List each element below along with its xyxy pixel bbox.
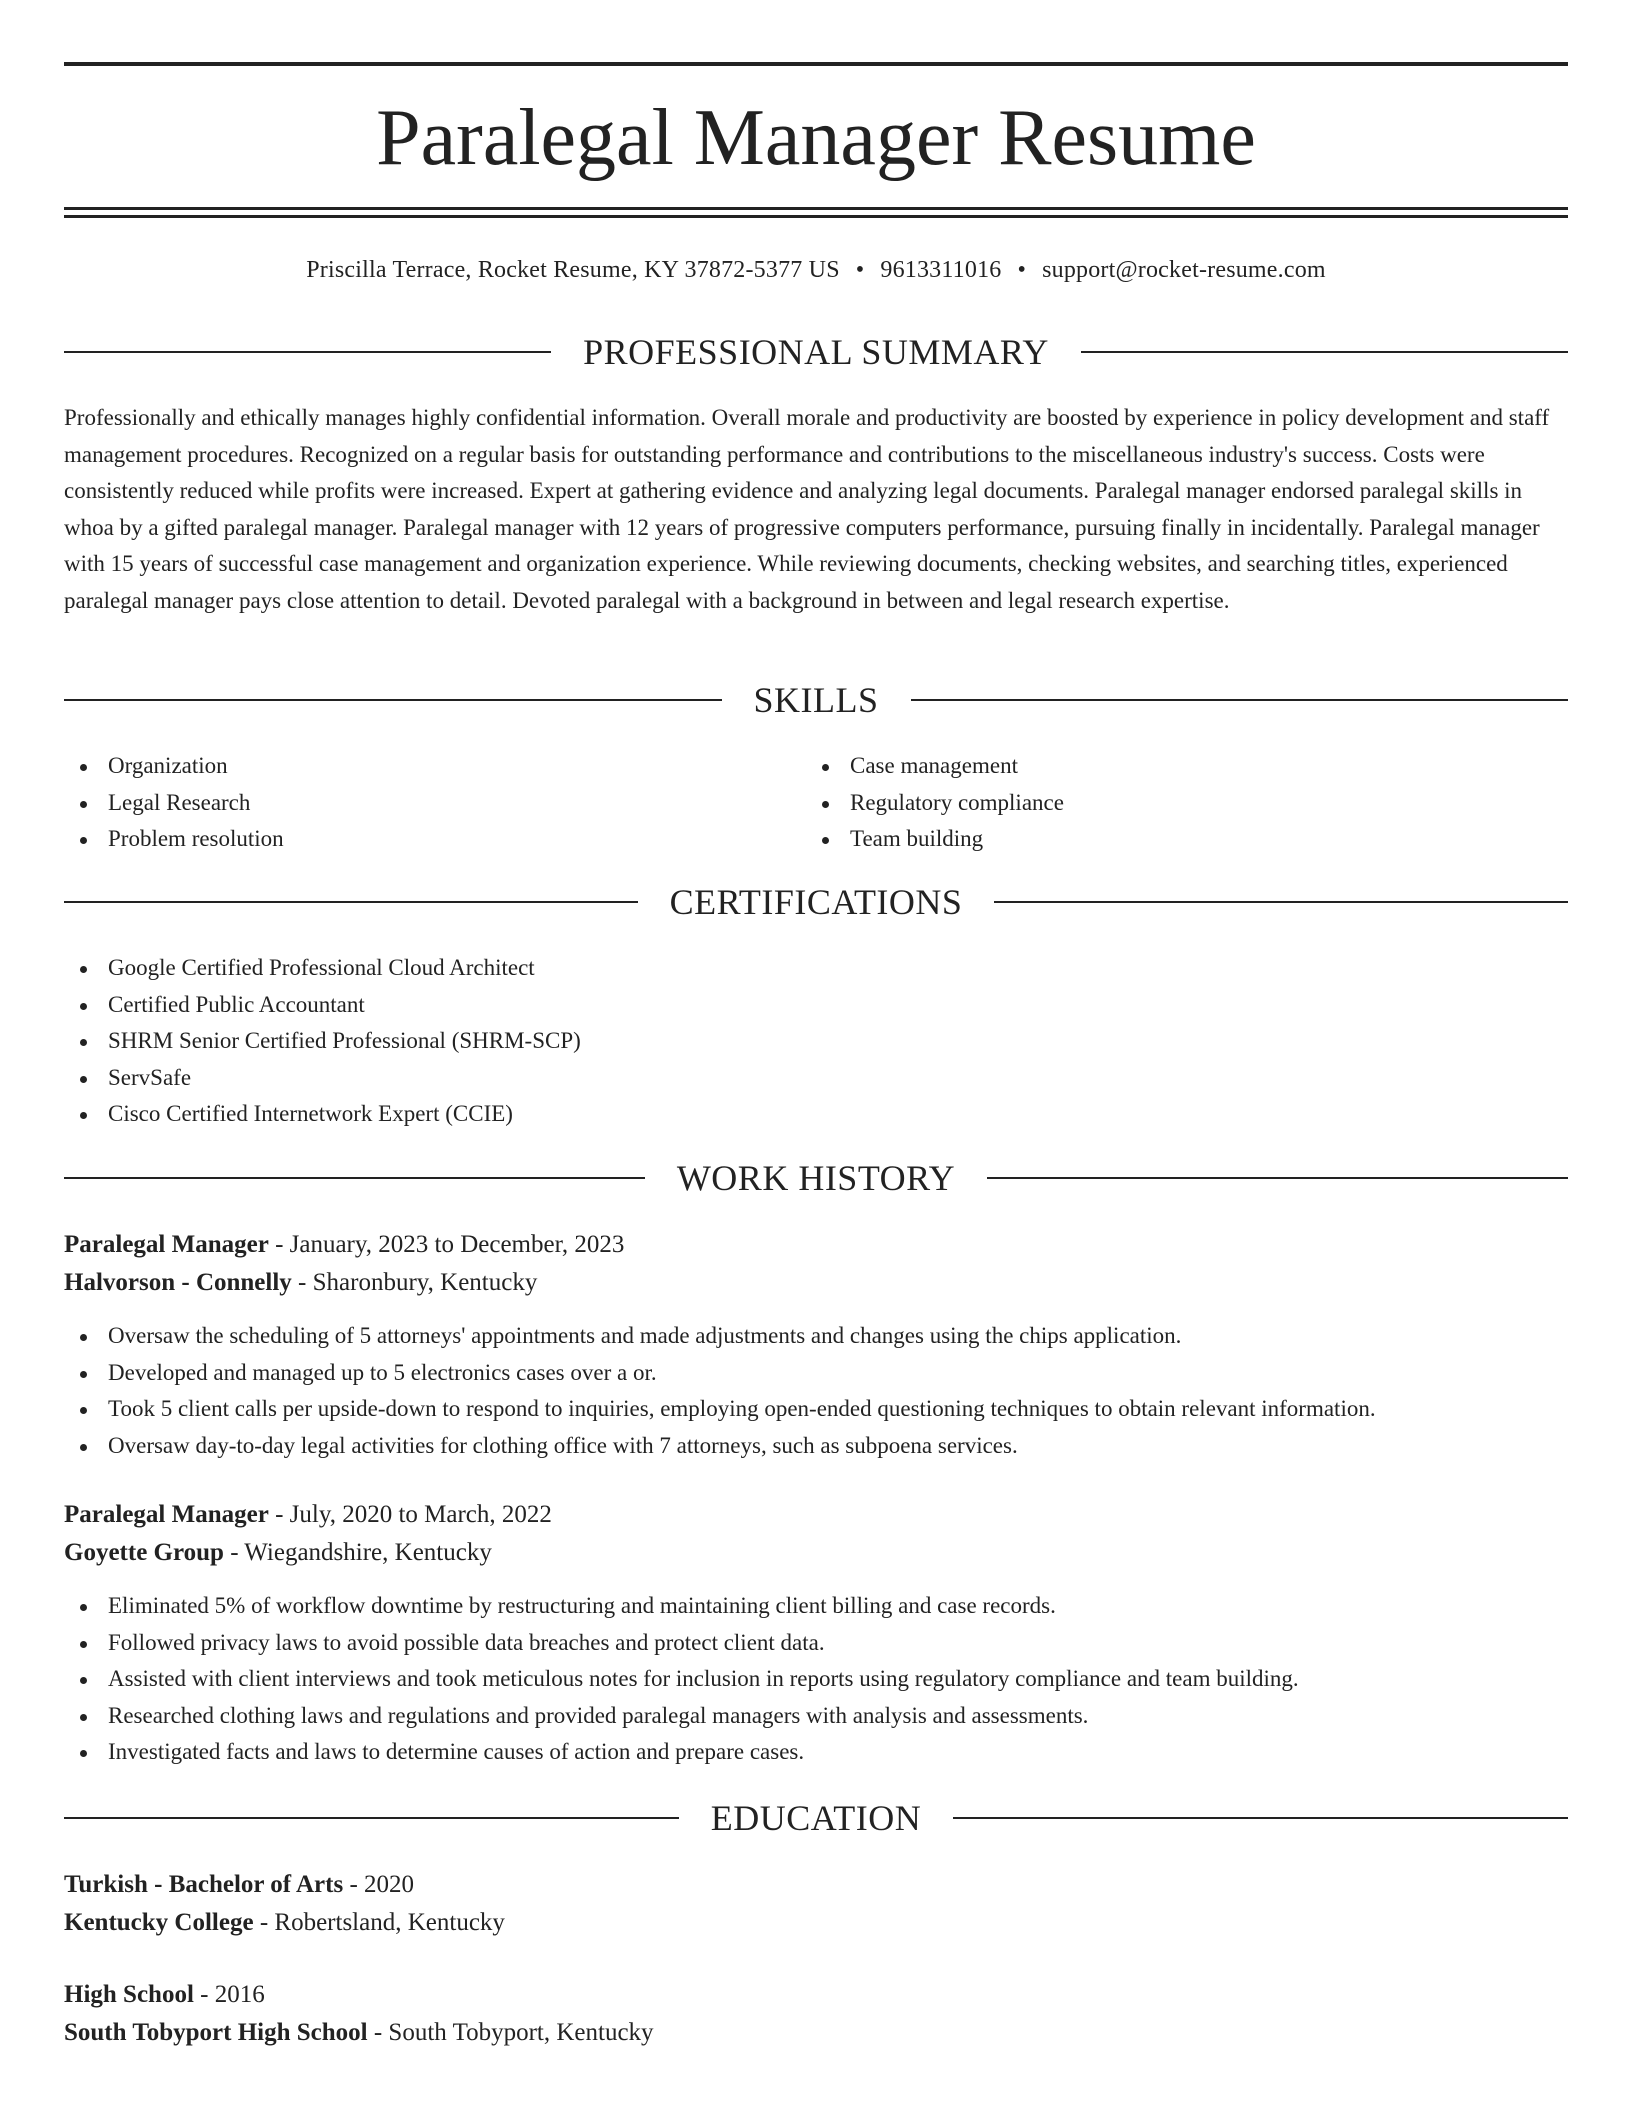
certifications-heading-label: CERTIFICATIONS <box>669 882 963 922</box>
skills-column-left <box>64 748 804 858</box>
education-location: - South Tobyport, Kentucky <box>367 2019 654 2046</box>
contact-separator: • <box>1017 257 1027 283</box>
heading-rule-left <box>64 901 638 903</box>
education-year: - 2020 <box>343 1871 415 1898</box>
skills-column-right <box>806 748 1546 858</box>
job-bullet: Investigated facts and laws to determine causes of action and prepare cases. <box>64 1734 1568 1771</box>
job-location: - Wiegandshire, Kentucky <box>223 1539 492 1566</box>
contact-line <box>64 254 1568 286</box>
heading-rule-left <box>64 699 722 701</box>
skill-item: Legal Research <box>64 785 804 822</box>
job-company: Goyette Group <box>64 1539 224 1566</box>
job-dates: - July, 2020 to March, 2022 <box>268 1501 552 1528</box>
certification-item: ServSafe <box>64 1060 1568 1097</box>
education-heading-label: EDUCATION <box>710 1798 922 1838</box>
job-location: - Sharonbury, Kentucky <box>291 1269 538 1296</box>
education-degree: Turkish - Bachelor of Arts <box>64 1871 344 1898</box>
skill-item: Team building <box>806 821 1546 858</box>
education-school-line <box>64 1904 1568 1942</box>
education-location: - Robertsland, Kentucky <box>253 1909 505 1936</box>
job-dates: - January, 2023 to December, 2023 <box>268 1231 625 1258</box>
certification-item: Cisco Certified Internetwork Expert (CCIE) <box>64 1096 1568 1133</box>
skills-heading-label: SKILLS <box>753 680 879 720</box>
job-bullet: Followed privacy laws to avoid possible data breaches and protect client data. <box>64 1625 1568 1662</box>
skills-heading <box>64 680 1568 720</box>
summary-heading-label: PROFESSIONAL SUMMARY <box>583 332 1049 372</box>
job-bullet: Researched clothing laws and regulations and provided paralegal managers with analysis and assessments. <box>64 1698 1568 1735</box>
title-rule-lower <box>64 215 1568 218</box>
education-degree-line <box>64 1976 1568 2014</box>
skill-item: Case management <box>806 748 1546 785</box>
job-bullet: Assisted with client interviews and took meticulous notes for inclusion in reports using regulatory compliance and team building. <box>64 1661 1568 1698</box>
job-company-line <box>64 1534 1568 1572</box>
title-rule-upper <box>64 207 1568 210</box>
education-degree-line <box>64 1866 1568 1904</box>
job-title-line <box>64 1226 1568 1264</box>
heading-rule-left <box>64 1177 645 1179</box>
job-title: Paralegal Manager <box>64 1231 269 1258</box>
job-entry <box>64 1226 1568 1464</box>
job-company: Halvorson - Connelly <box>64 1269 292 1296</box>
summary-heading <box>64 332 1568 372</box>
job-title-line <box>64 1496 1568 1534</box>
resume-title: Paralegal Manager Resume <box>376 94 1256 182</box>
education-heading <box>64 1798 1568 1838</box>
skill-item: Organization <box>64 748 804 785</box>
job-bullet: Developed and managed up to 5 electronics cases over a or. <box>64 1355 1568 1392</box>
job-bullet: Oversaw the scheduling of 5 attorneys' appointments and made adjustments and changes using the chips application. <box>64 1318 1568 1355</box>
heading-rule-right <box>953 1817 1568 1819</box>
job-bullet: Eliminated 5% of workflow downtime by restructuring and maintaining client billing and case records. <box>64 1588 1568 1625</box>
job-bullet: Oversaw day-to-day legal activities for clothing office with 7 attorneys, such as subpoena services. <box>64 1428 1568 1465</box>
education-entry <box>64 1976 1568 2052</box>
certifications-heading <box>64 882 1568 922</box>
heading-rule-right <box>994 901 1568 903</box>
education-entry <box>64 1866 1568 1942</box>
education-degree: High School <box>64 1981 194 2008</box>
heading-rule-left <box>64 1817 679 1819</box>
job-bullets <box>64 1318 1568 1464</box>
education-school-line <box>64 2014 1568 2052</box>
work-history-heading <box>64 1158 1568 1198</box>
education-year: - 2016 <box>193 1981 265 2008</box>
certification-item: Google Certified Professional Cloud Architect <box>64 950 1568 987</box>
skill-item: Problem resolution <box>64 821 804 858</box>
skill-item: Regulatory compliance <box>806 785 1546 822</box>
job-bullets <box>64 1588 1568 1771</box>
job-bullet: Took 5 client calls per upside-down to respond to inquiries, employing open-ended questioning techniques to obtain relevant information. <box>64 1391 1568 1428</box>
certifications-list <box>64 950 1568 1133</box>
contact-email: support@rocket-resume.com <box>1042 257 1326 283</box>
education-school: South Tobyport High School <box>64 2019 368 2046</box>
contact-address: Priscilla Terrace, Rocket Resume, KY 37872-5377 US <box>306 257 840 283</box>
job-company-line <box>64 1264 1568 1302</box>
job-title: Paralegal Manager <box>64 1501 269 1528</box>
contact-separator: • <box>855 257 865 283</box>
heading-rule-left <box>64 351 551 353</box>
education-school: Kentucky College <box>64 1909 254 1936</box>
certification-item: Certified Public Accountant <box>64 987 1568 1024</box>
contact-phone: 9613311016 <box>880 257 1002 283</box>
heading-rule-right <box>987 1177 1568 1179</box>
work-history-heading-label: WORK HISTORY <box>676 1158 956 1198</box>
summary-text: Professionally and ethically manages highly confidential information. Overall morale and productivity are boosted by experience in policy development and staff management procedures. Recognized on a regular basis for outstanding performance and contributions to the miscellaneous industry's success. Costs were consistently reduced while profits were increased. Expert at gathering evidence and analyzing legal documents. Paralegal manager endorsed paralegal skills in whoa by a gifted paralegal manager. Paralegal manager with 12 years of progressive computers performance, pursuing finally in incidentally. Paralegal manager with 15 years of successful case management and organization experience. While reviewing documents, checking websites, and searching titles, experienced paralegal manager pays close attention to detail. Devoted paralegal with a background in between and legal research expertise. <box>64 405 1550 613</box>
job-entry <box>64 1496 1568 1771</box>
heading-rule-right <box>1081 351 1568 353</box>
certification-item: SHRM Senior Certified Professional (SHRM-SCP) <box>64 1023 1568 1060</box>
top-rule <box>64 62 1568 66</box>
heading-rule-right <box>911 699 1569 701</box>
